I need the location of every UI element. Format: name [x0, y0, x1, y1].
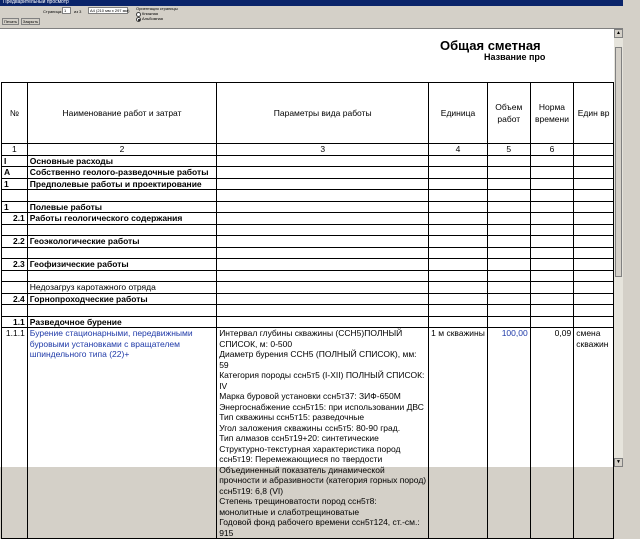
row-cell — [429, 305, 488, 317]
page-count: из 3 — [74, 9, 82, 14]
row-cell — [574, 270, 614, 282]
row-cell — [429, 316, 488, 328]
param-line: Объединенный показатель динамической прочности и абразивности (категория горных пород) ссн5т19: 6,8 (VI) — [219, 464, 427, 496]
param-line: Тип скважины ссн5т15: разведочные — [219, 412, 365, 422]
document-page — [0, 29, 614, 538]
column-number: 5 — [487, 144, 530, 156]
param-line: Энергоснабжение ссн5т15: при использовании ДВС — [219, 401, 424, 412]
row-cell — [574, 155, 614, 167]
detail-norm: 0,09 — [530, 328, 574, 539]
row-name — [27, 190, 216, 202]
param-line: Тип алмазов ссн5т19+20: синтетические — [219, 433, 379, 443]
table-row — [2, 282, 614, 294]
detail-unit: 1 м скважины — [429, 328, 488, 539]
param-line: Годовой фонд рабочего времени ссн5т124, ст.-см.: 915 — [219, 517, 420, 538]
landscape-radio[interactable] — [136, 17, 141, 22]
table-row — [2, 236, 614, 248]
window-title: Предварительный просмотр — [3, 0, 69, 5]
row-cell — [429, 270, 488, 282]
row-cell — [487, 270, 530, 282]
row-cell — [487, 167, 530, 179]
row-cell — [217, 155, 429, 167]
row-number: I — [2, 155, 28, 167]
row-cell — [574, 201, 614, 213]
row-cell — [530, 247, 574, 259]
row-name: Предполевые работы и проектирование — [27, 178, 216, 190]
row-cell — [217, 224, 429, 236]
row-cell — [530, 316, 574, 328]
row-cell — [487, 247, 530, 259]
column-header: № — [2, 83, 28, 144]
row-number: 1 — [2, 201, 28, 213]
row-cell — [217, 293, 429, 305]
row-cell — [574, 167, 614, 179]
column-header: Объем работ — [487, 83, 530, 144]
row-cell — [487, 259, 530, 271]
detail-unit-time: смена скважин — [574, 328, 614, 539]
column-number: 3 — [217, 144, 429, 156]
row-cell — [217, 316, 429, 328]
row-cell — [487, 316, 530, 328]
row-number — [2, 190, 28, 202]
row-cell — [429, 167, 488, 179]
table-row — [2, 224, 614, 236]
row-cell — [429, 178, 488, 190]
row-number: 2.4 — [2, 293, 28, 305]
row-name: Недозагруз каротажного отряда — [27, 282, 216, 294]
paper-size-select[interactable]: А4 (210 мм x 297 мм) — [90, 8, 130, 13]
row-number: 1.1 — [2, 316, 28, 328]
row-cell — [487, 305, 530, 317]
row-name — [27, 305, 216, 317]
table-row — [2, 167, 614, 179]
row-cell — [487, 236, 530, 248]
detail-row — [2, 328, 614, 539]
row-name — [27, 270, 216, 282]
preview-toolbar — [0, 6, 623, 29]
page-label: Страница: — [43, 9, 63, 14]
row-cell — [429, 247, 488, 259]
row-name — [27, 224, 216, 236]
page-number-input[interactable]: 1 — [62, 7, 71, 14]
row-cell — [530, 178, 574, 190]
row-cell — [217, 167, 429, 179]
row-name: Разведочное бурение — [27, 316, 216, 328]
row-cell — [530, 190, 574, 202]
document-subtitle: Название про — [484, 52, 546, 62]
row-number: 1 — [2, 178, 28, 190]
row-cell — [217, 259, 429, 271]
scroll-down-arrow-icon[interactable]: ▼ — [614, 458, 623, 467]
row-number — [2, 247, 28, 259]
row-cell — [487, 282, 530, 294]
row-cell — [429, 190, 488, 202]
row-number — [2, 224, 28, 236]
row-cell — [487, 224, 530, 236]
row-name: Геофизические работы — [27, 259, 216, 271]
row-cell — [217, 236, 429, 248]
row-cell — [574, 247, 614, 259]
row-number — [2, 282, 28, 294]
estimate-table — [1, 82, 614, 539]
row-number: 2.2 — [2, 236, 28, 248]
row-cell — [574, 236, 614, 248]
row-cell — [429, 213, 488, 225]
row-name — [27, 247, 216, 259]
row-cell — [487, 155, 530, 167]
param-line: Степень трещиноватости пород ссн5т8: монолитные и слаботрещиноватые — [219, 496, 377, 517]
row-name: Полевые работы — [27, 201, 216, 213]
column-header: Параметры вида работы — [217, 83, 429, 144]
row-cell — [487, 201, 530, 213]
detail-number: 1.1.1 — [2, 328, 28, 539]
row-cell — [429, 155, 488, 167]
orientation-label: Ориентация страницы — [136, 6, 178, 11]
row-cell — [530, 236, 574, 248]
row-cell — [574, 190, 614, 202]
param-line: Структурно-текстурная характеристика пород ссн5т19: Перемежающиеся по твердости — [219, 443, 401, 464]
column-number — [574, 144, 614, 156]
row-cell — [429, 293, 488, 305]
row-cell — [429, 224, 488, 236]
row-name: Горнопроходческие работы — [27, 293, 216, 305]
row-name: Геоэкологические работы — [27, 236, 216, 248]
column-number: 2 — [27, 144, 216, 156]
row-cell — [217, 282, 429, 294]
row-cell — [487, 178, 530, 190]
param-line: Интервал глубины скважины (ССН5)ПОЛНЫЙ СПИСОК, м: 0-500 — [219, 328, 403, 349]
landscape-label: Альбомная — [142, 16, 163, 21]
row-cell — [217, 190, 429, 202]
row-cell — [217, 201, 429, 213]
row-cell — [530, 293, 574, 305]
row-cell — [429, 259, 488, 271]
row-cell — [574, 213, 614, 225]
row-number: A — [2, 167, 28, 179]
row-cell — [487, 213, 530, 225]
table-row — [2, 178, 614, 190]
row-cell — [574, 224, 614, 236]
row-name: Собственно геолого-разведочные работы — [27, 167, 216, 179]
scroll-thumb[interactable] — [615, 47, 622, 277]
table-row — [2, 259, 614, 271]
table-row — [2, 247, 614, 259]
row-cell — [574, 282, 614, 294]
row-name: Основные расходы — [27, 155, 216, 167]
detail-volume: 100,00 — [487, 328, 530, 539]
table-row — [2, 293, 614, 305]
detail-params — [217, 328, 429, 539]
print-button[interactable]: Печать — [3, 19, 18, 24]
param-line: Марка буровой установки ссн5т37: ЗИФ-650М — [219, 391, 401, 401]
table-row — [2, 201, 614, 213]
row-cell — [530, 259, 574, 271]
column-number: 6 — [530, 144, 574, 156]
row-cell — [530, 305, 574, 317]
row-cell — [530, 213, 574, 225]
row-cell — [530, 224, 574, 236]
row-cell — [574, 305, 614, 317]
row-cell — [574, 259, 614, 271]
table-row — [2, 213, 614, 225]
table-row — [2, 190, 614, 202]
column-header: Единица — [429, 83, 488, 144]
table-row — [2, 270, 614, 282]
row-cell — [530, 270, 574, 282]
column-number-row — [2, 144, 614, 156]
table-row — [2, 305, 614, 317]
document-title: Общая сметная — [440, 38, 541, 53]
table-row — [2, 155, 614, 167]
close-button[interactable]: Закрыть — [22, 19, 39, 24]
row-cell — [429, 282, 488, 294]
portrait-label: Книжная — [142, 11, 159, 16]
column-number: 4 — [429, 144, 488, 156]
row-cell — [574, 293, 614, 305]
row-number: 2.3 — [2, 259, 28, 271]
scroll-up-arrow-icon[interactable]: ▲ — [614, 29, 623, 38]
header-row — [2, 83, 614, 144]
table-row — [2, 316, 614, 328]
row-name: Работы геологического содержания — [27, 213, 216, 225]
param-line: Категория породы ссн5т5 (I-XII) ПОЛНЫЙ СПИСОК: IV — [219, 370, 425, 391]
column-number: 1 — [2, 144, 28, 156]
row-cell — [217, 213, 429, 225]
row-cell — [487, 293, 530, 305]
column-header: Норма времени — [530, 83, 574, 144]
detail-name: Бурение стационарными, передвижными буровыми установками с вращателем шпиндельного типа (22)+ — [27, 328, 216, 539]
row-cell — [217, 305, 429, 317]
row-cell — [429, 201, 488, 213]
row-number — [2, 305, 28, 317]
vertical-scrollbar[interactable] — [614, 29, 623, 467]
row-cell — [574, 178, 614, 190]
row-cell — [530, 282, 574, 294]
row-number: 2.1 — [2, 213, 28, 225]
row-cell — [429, 236, 488, 248]
row-cell — [217, 178, 429, 190]
row-cell — [530, 155, 574, 167]
column-header: Един вр — [574, 83, 614, 144]
row-cell — [574, 316, 614, 328]
row-cell — [487, 190, 530, 202]
row-cell — [530, 201, 574, 213]
param-line: Угол заложения скважины ссн5т5: 80-90 град. — [219, 422, 401, 433]
row-cell — [217, 270, 429, 282]
row-number — [2, 270, 28, 282]
column-header: Наименование работ и затрат — [27, 83, 216, 144]
row-cell — [530, 167, 574, 179]
row-cell — [217, 247, 429, 259]
param-line: Диаметр бурения ССН5 (ПОЛНЫЙ СПИСОК), мм: 59 — [219, 349, 417, 370]
